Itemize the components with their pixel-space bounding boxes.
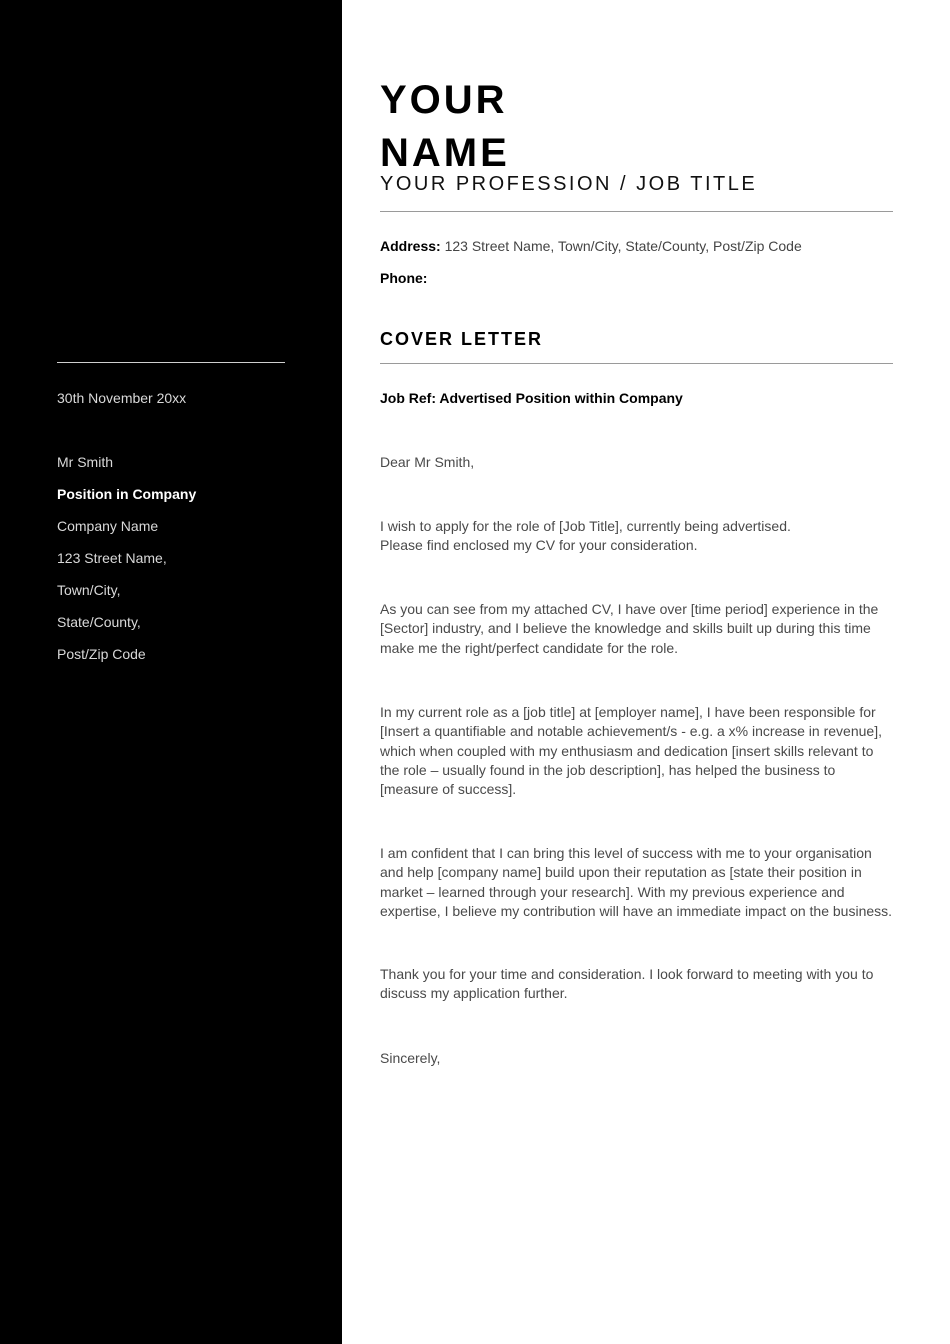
- recipient-position: Position in Company: [57, 486, 197, 502]
- paragraph-line: discuss my application further.: [380, 985, 568, 1002]
- salutation-text: Dear Mr Smith,: [380, 454, 475, 470]
- paragraph-line: As you can see from my attached CV, I have over [time period] experience in the: [380, 601, 879, 617]
- sidebar-divider: [57, 362, 285, 363]
- paragraph-line: the role – usually found in the job description], has helped the business to: [380, 761, 836, 778]
- section-title: COVER LETTER: [380, 329, 544, 349]
- paragraph-line: I am confident that I can bring this level of success with me to your organisation: [380, 845, 872, 861]
- profession-title: YOUR PROFESSION / JOB TITLE: [380, 173, 758, 195]
- phone-label: Phone:: [380, 270, 428, 286]
- paragraph-line: market – learned through your research]. With my previous experience and: [380, 883, 845, 900]
- paragraph-5: [380, 965, 900, 1004]
- paragraph-line: make me the right/perfect candidate for the role.: [380, 639, 679, 656]
- sidebar: [0, 0, 342, 1344]
- section-divider: [380, 363, 893, 364]
- paragraph-line: expertise, I believe my contribution will have an immediate impact on the business.: [380, 902, 893, 919]
- recipient-company: Company Name: [57, 518, 159, 534]
- closing-text: Sincerely,: [380, 1050, 441, 1066]
- recipient-name: Mr Smith: [57, 454, 113, 470]
- paragraph-line: which when coupled with my enthusiasm and dedication [insert skills relevant to: [380, 742, 874, 759]
- paragraph-line: Thank you for your time and consideration. I look forward to meeting with you to: [380, 966, 874, 982]
- job-reference: Job Ref: Advertised Position within Company: [380, 390, 683, 406]
- paragraph-line: Please find enclosed my CV for your consideration.: [380, 537, 698, 554]
- paragraph-3: [380, 703, 900, 799]
- paragraph-line: I wish to apply for the role of [Job Title], currently being advertised.: [380, 518, 791, 534]
- salutation: [380, 453, 900, 472]
- paragraph-4: [380, 844, 900, 921]
- paragraph-line: [measure of success].: [380, 781, 517, 798]
- recipient-street: 123 Street Name,: [57, 550, 167, 566]
- recipient-postcode: Post/Zip Code: [57, 646, 146, 662]
- recipient-state: State/County,: [57, 614, 141, 630]
- address-value: 123 Street Name, Town/City, State/County, Post/Zip Code: [444, 238, 802, 254]
- closing: [380, 1049, 900, 1068]
- recipient-town: Town/City,: [57, 582, 121, 598]
- paragraph-line: In my current role as a [job title] at [employer name], I have been responsible for: [380, 704, 876, 720]
- paragraph-line: [Sector] industry, and I believe the knowledge and skills built up during this time: [380, 620, 871, 637]
- letter-date: 30th November 20xx: [57, 390, 187, 406]
- phone-line: [380, 269, 427, 287]
- paragraph-line: [Insert a quantifiable and notable achievement/s - e.g. a x% increase in revenue],: [380, 723, 882, 740]
- paragraph-1: [380, 517, 900, 556]
- name-line-1: YOUR: [380, 78, 508, 122]
- paragraph-line: and help [company name] build upon their reputation as [state their position in: [380, 864, 862, 881]
- paragraph-2: [380, 600, 900, 658]
- address-line: [380, 237, 802, 255]
- name-line-2: NAME: [380, 131, 510, 175]
- header-divider: [380, 211, 893, 212]
- address-label: Address:: [380, 238, 441, 254]
